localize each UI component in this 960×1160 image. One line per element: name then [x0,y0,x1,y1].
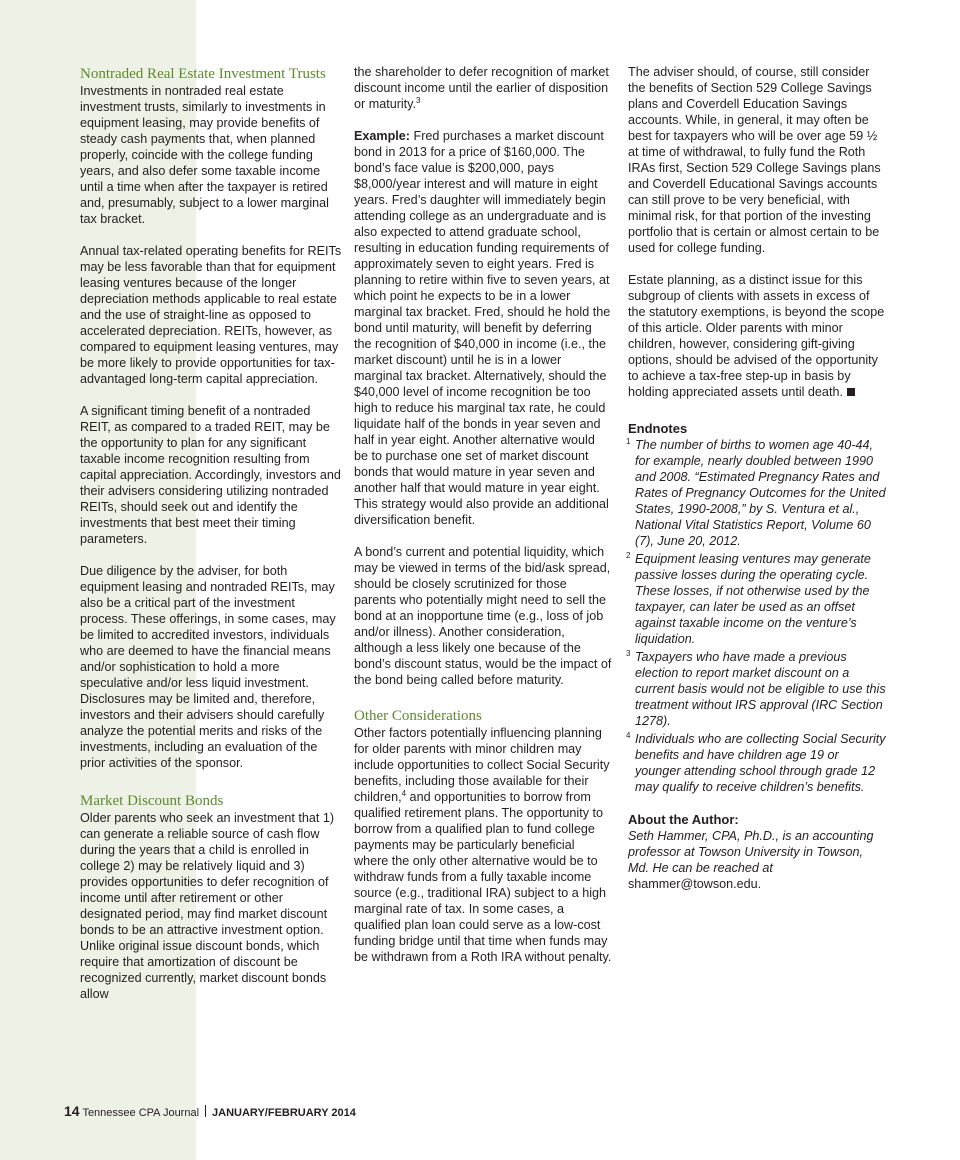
paragraph-text: Fred purchases a market discount bond in 2013 for a price of $160,000. The bond’s face value is $200,000, pays $8,000/year interest and will mature in eight years. Fred’s daughter will immediately begin attending college as an undergraduate and is also expected to attend graduate school, resulting in education funding requirements of approximately seven to eight years. Fred is planning to retire within five to seven years, at which point he expects to be in a lower marginal tax bracket. Fred, should he hold the bond until maturity, will benefit by deferring the recognition of $40,000 in income (i.e., the market discount) until he is in a lower marginal tax bracket. Alternatively, should the $40,000 level of income recognition be too high to reduce his marginal tax rate, he could liquidate half of the bonds in year seven and half in year eight. Another alternative would be to purchase one set of market discount bonds that would mature in year seven and another half that would mature in year eight. This strategy would also provide an additional diversification benefit. [354,129,611,527]
endnote-ref: 3 [416,95,421,105]
journal-name: Tennessee CPA Journal [82,1107,200,1119]
endnote-ref: 4 [401,788,407,798]
paragraph: The adviser should, of course, still consider the benefits of Section 529 College Savings plans and Coverdell Education Savings accounts. While, in general, it may often be best for taxpayers who will be over age 59 ½ at time of withdrawal, to fully fund the Roth IRAs first, Section 529 College Savings plans and Coverdell Educational Savings accounts can still prove to be very beneficial, with minimal risk, for that portion of the investing portfolio that is certain or almost certain to be used for college funding. [628,65,881,255]
endnote-item [628,437,886,549]
author-bio [628,828,886,892]
column-3 [628,64,886,892]
author-email-link[interactable]: shammer@towson.edu. [628,877,762,891]
paragraph [354,725,612,965]
endnote-number: 3 [626,649,631,658]
example-label: Example: [354,129,410,143]
paragraph-text: the shareholder to defer recognition of market discount income until the earlier of disposition or maturity. [354,65,609,111]
paragraph: Due diligence by the adviser, for both equipment leasing and nontraded REITs, may also be a critical part of the investment process. These offerings, in some cases, may be limited to accredited investors, individuals who are deemed to have the financial means and/or sophistication to hold a more speculative and/or less liquid investment. Disclosures may be limited and, therefore, investors and their advisers should carefully analyze the potential merits and risks of the investments, including an evaluation of the prior activities of the sponsor. [80,564,336,770]
paragraph: A bond’s current and potential liquidity, which may be viewed in terms of the bid/ask spread, should be closely scrutinized for those parents who potentially might need to sell the bond at an inopportune time (e.g., loss of job and/or illness). Another consideration, although a less likely one because of the bond’s discount status, would be the impact of the bond being called before maturity. [354,545,612,687]
paragraph: A significant timing benefit of a nontraded REIT, as compared to a traded REIT, may be the opportunity to plan for any significant taxable income recognition resulting from capital appreciation. Accordingly, investors and their advisers considering utilizing nontraded REITs, should seek out and identify the investments that best meet their timing parameters. [80,404,341,546]
paragraph-text: Other factors potentially influencing planning for older parents with minor children may include opportunities to collect Social Security benefits, including those available for their children, [354,726,610,804]
heading-market-discount-bonds: Market Discount Bonds [80,793,224,809]
endnote-item [628,649,886,729]
endnote-item [628,551,886,647]
endnotes-list [628,437,886,795]
paragraph [628,272,886,400]
column-2 [354,64,612,965]
issue-date: JANUARY/FEBRUARY 2014 [212,1107,356,1119]
about-author-heading: About the Author: [628,812,739,827]
endnote-text: Taxpayers who have made a previous election to report market discount on a current basis would not be eligible to use this treatment without IRS approval (IRC Section 1278). [635,650,886,728]
footer-divider [205,1105,206,1117]
heading-nontraded-reits: Nontraded Real Estate Investment Trusts [80,66,326,82]
page-number: 14 [64,1103,80,1119]
endnote-number: 2 [626,551,631,560]
paragraph: Older parents who seek an investment that 1) can generate a reliable source of cash flow during the years that a child is enrolled in college 2) may be relatively liquid and 3) provides opportunities to defer recognition of income until after retirement or other designated period, may find market discount bonds to be an attractive investment option. Unlike original issue discount bonds, which require that amortization of discount be recognized currently, market discount bonds allow [80,811,335,1001]
paragraph: Investments in nontraded real estate investment trusts, similarly to investments in equipment leasing, may provide benefits of steady cash payments that, when planned properly, coincide with the college funding years, and also defer some taxable income until a time when after the taxpayer is retired and, presumably, subject to a lower marginal tax bracket. [80,84,329,226]
paragraph-text: Estate planning, as a distinct issue for this subgroup of clients with assets in excess of the statutory exemptions, is beyond the scope of this article. Older parents with minor children, however, considering gift-giving options, should be advised of the opportunity to achieve a tax-free step-up in basis by holding appreciated assets until death. [628,273,885,399]
endnote-number: 4 [626,731,631,740]
endnote-item [628,731,886,795]
end-of-article-square-icon [847,388,855,396]
endnote-text: Individuals who are collecting Social Security benefits and have children age 19 or younger attending school through grade 12 may qualify to receive children’s benefits. [635,732,886,794]
endnote-text: Equipment leasing ventures may generate passive losses during the operating cycle. These losses, if not otherwise used by the taxpayer, can later be used as an offset against taxable income on the venture’s liquidation. [635,552,871,646]
heading-other-considerations: Other Considerations [354,708,482,724]
page-footer [64,1104,356,1120]
paragraph: Annual tax-related operating benefits for REITs may be less favorable than that for equipment leasing ventures because of the longer depreciation methods applicable to real estate and the use of straight-line as opposed to accelerated depreciation. REITs, however, as compared to equipment leasing ventures, may be more likely to provide opportunities for tax-advantaged long-term capital appreciation. [80,244,342,386]
example-paragraph [354,128,612,528]
column-1 [80,64,342,1002]
endnote-number: 1 [626,437,631,446]
endnotes-heading: Endnotes [628,421,688,436]
paragraph-text: and opportunities to borrow from qualified retirement plans. The opportunity to borrow from a qualified plan to fund college payments may be particularly beneficial where the only other alternative would be to withdraw funds from a fully taxable income source (e.g., traditional IRA) subject to a high marginal rate of tax. In some cases, a qualified plan loan could serve as a low-cost funding bridge until that time when funds may be withdrawn from a Roth IRA without penalty. [354,790,612,964]
paragraph [354,64,612,112]
endnote-text: The number of births to women age 40-44, for example, nearly doubled between 1990 and 2008. “Estimated Pregnancy Rates and Rates of Pregnancy Outcomes for the United States, 1990-2008,” by S. Ventura et al., National Vital Statistics Report, Volume 60 (7), June 20, 2012. [635,438,886,548]
author-bio-text: Seth Hammer, CPA, Ph.D., is an accounting professor at Towson University in Towson, Md. He can be reached at [628,829,874,875]
